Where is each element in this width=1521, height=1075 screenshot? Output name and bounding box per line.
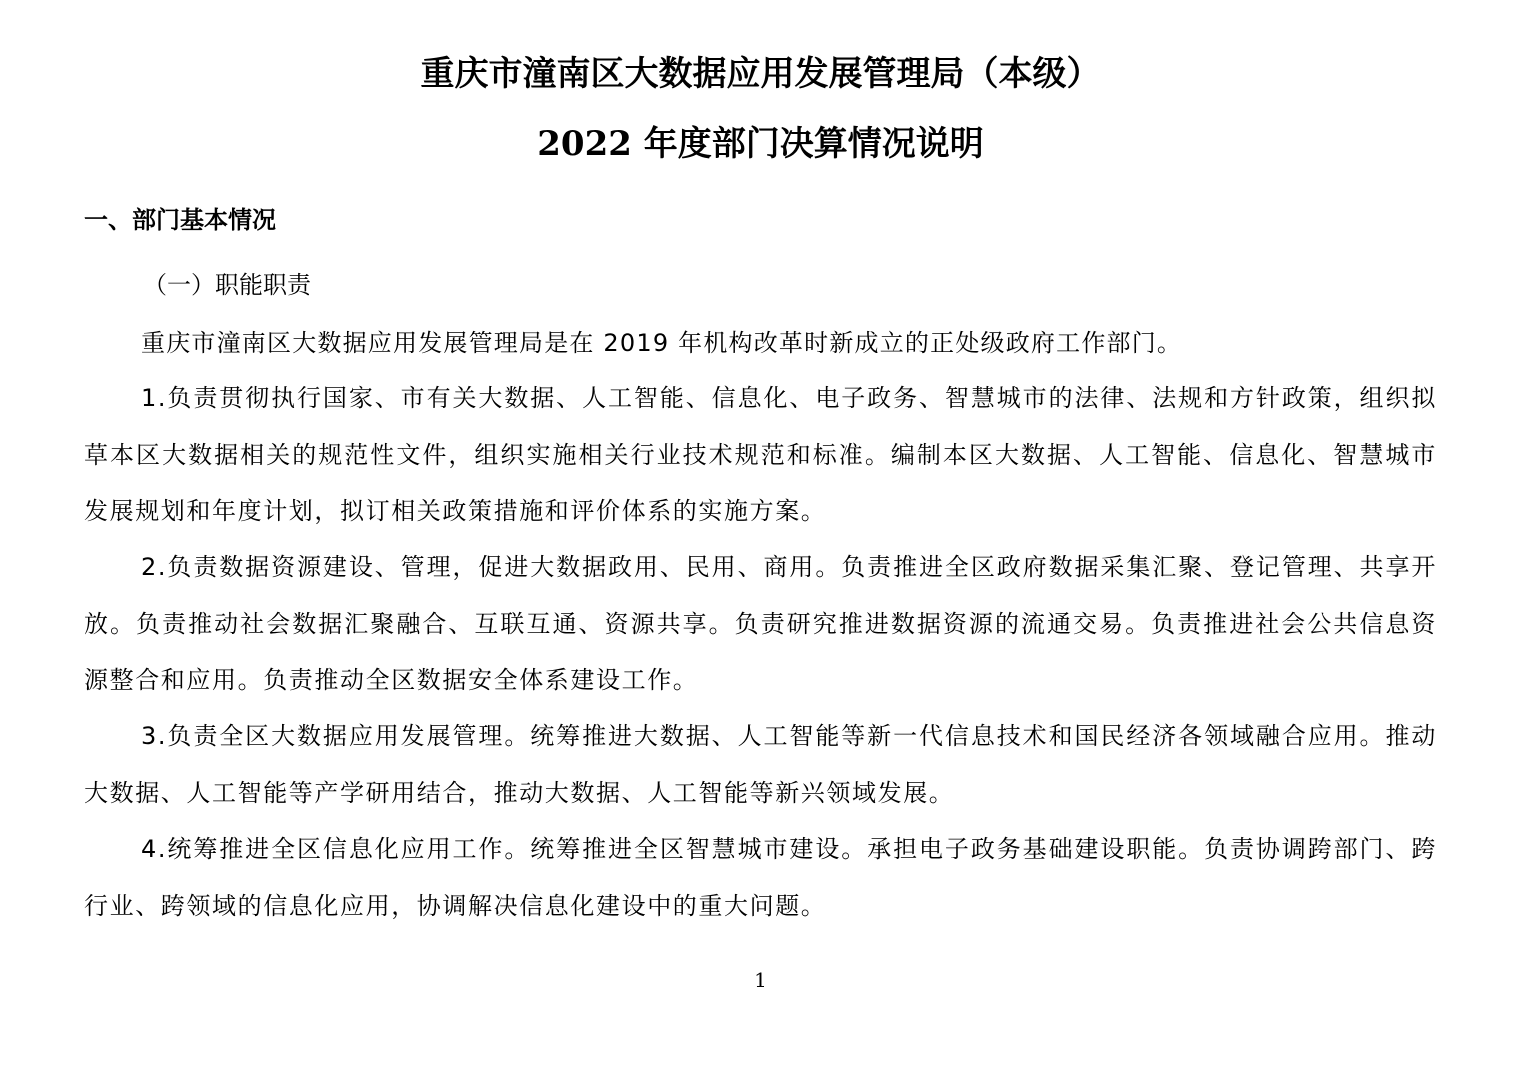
section-heading-basic-info: 一、部门基本情况 bbox=[84, 206, 276, 234]
document-title-line-2: 2022 年度部门决算情况说明 bbox=[537, 124, 984, 164]
subsection-heading-functions: （一）职能职责 bbox=[143, 271, 311, 299]
paragraph-duty-3: 3.负责全区大数据应用发展管理。统筹推进大数据、人工智能等新一代信息技术和国民经济各领域融合应用。推动大数据、人工智能等产学研用结合，推动大数据、人工智能等新兴领域发展。 bbox=[84, 722, 1437, 807]
document-title-line-1: 重庆市潼南区大数据应用发展管理局（本级） bbox=[420, 54, 1101, 94]
page-number: 1 bbox=[754, 968, 767, 992]
paragraph-duty-4: 4.统筹推进全区信息化应用工作。统筹推进全区智慧城市建设。承担电子政务基础建设职能。负责协调跨部门、跨行业、跨领域的信息化应用，协调解决信息化建设中的重大问题。 bbox=[84, 835, 1437, 920]
paragraph-duty-1: 1.负责贯彻执行国家、市有关大数据、人工智能、信息化、电子政务、智慧城市的法律、法规和方针政策，组织拟草本区大数据相关的规范性文件，组织实施相关行业技术规范和标准。编制本区大数据、人工智能、信息化、智慧城市发展规划和年度计划，拟订相关政策措施和评价体系的实施方案。 bbox=[84, 384, 1437, 525]
paragraph-duty-2: 2.负责数据资源建设、管理，促进大数据政用、民用、商用。负责推进全区政府数据采集汇聚、登记管理、共享开放。负责推动社会数据汇聚融合、互联互通、资源共享。负责研究推进数据资源的流通交易。负责推进社会公共信息资源整合和应用。负责推动全区数据安全体系建设工作。 bbox=[84, 553, 1437, 694]
paragraph-intro: 重庆市潼南区大数据应用发展管理局是在 2019 年机构改革时新成立的正处级政府工作部门。 bbox=[141, 329, 1183, 357]
